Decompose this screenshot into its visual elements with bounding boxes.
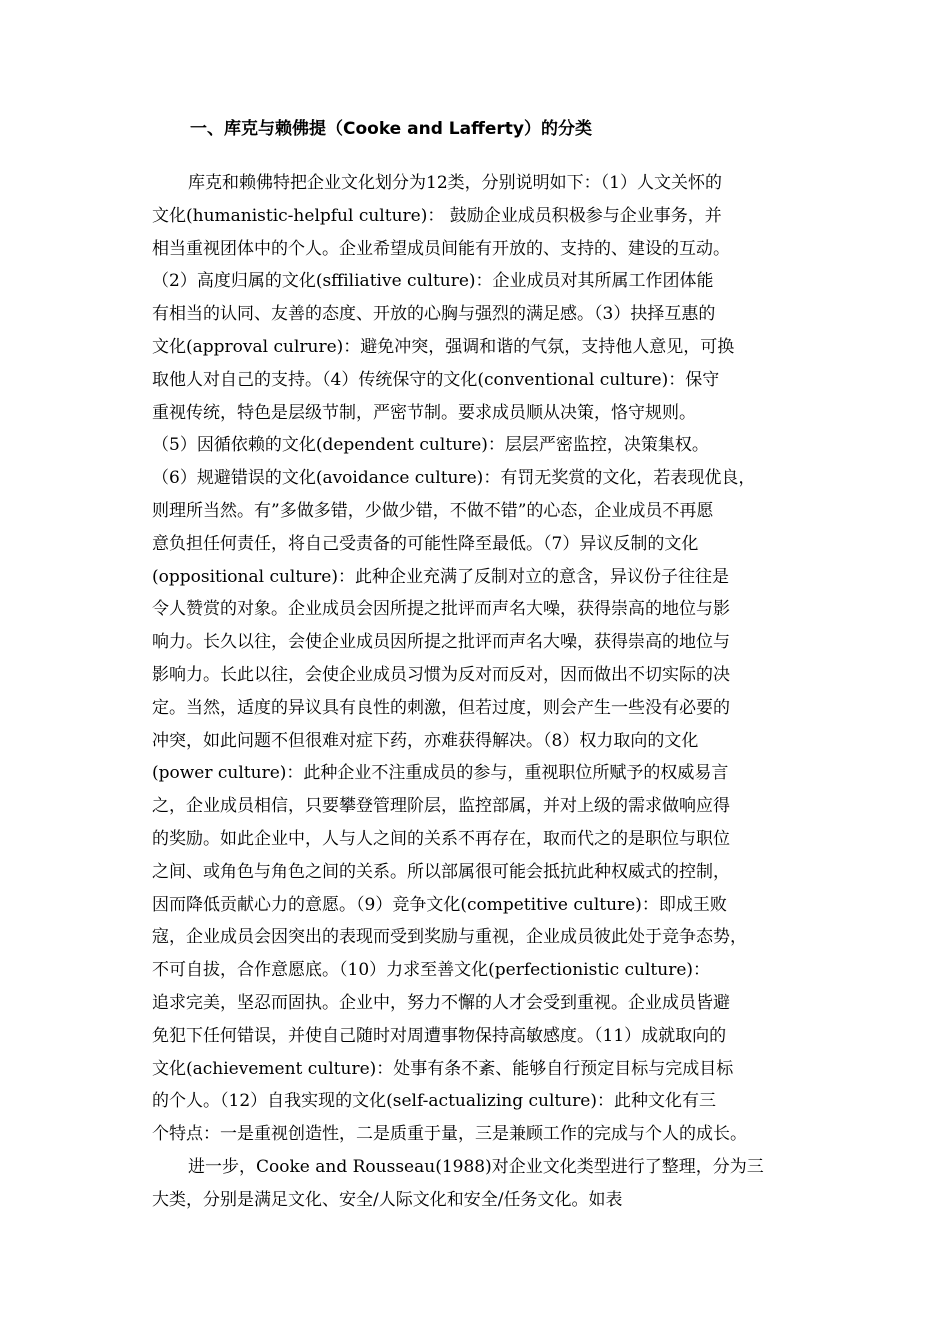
paragraph-line: 取他人对自己的支持。（4）传统保守的文化(conventional culture)：保守 — [152, 369, 720, 390]
paragraph-line: 定。当然，适度的异议具有良性的刺激，但若过度，则会产生一些没有必要的 — [152, 697, 730, 718]
paragraph-line: 追求完美，坚忍而固执。企业中，努力不懈的人才会受到重视。企业成员皆避 — [152, 992, 730, 1013]
paragraph-line: 令人赞赏的对象。企业成员会因所提之批评而声名大噪，获得崇高的地位与影 — [152, 599, 730, 620]
paragraph-line: 文化(approval culrure)：避免冲突，强调和谐的气氛，支持他人意见，可换 — [152, 336, 735, 357]
paragraph-line: 免犯下任何错误，并使自己随时对周遭事物保持高敏感度。（11）成就取向的 — [152, 1025, 727, 1046]
paragraph-line: 之间、或角色与角色之间的关系。所以部属很可能会抵抗此种权威式的控制， — [152, 861, 730, 882]
paragraph-cooke-lafferty-classification — [152, 167, 816, 1151]
paragraph-line: 进一步，Cooke and Rousseau(1988)对企业文化类型进行了整理，分为三 — [188, 1157, 764, 1177]
paragraph-line: 则理所当然。有”多做多错，少做少错，不做不错”的心态，企业成员不再愿 — [152, 500, 714, 521]
paragraph-line: (oppositional culture)：此种企业充满了反制对立的意含，异议份子往往是 — [152, 566, 729, 587]
paragraph-line: 冲突，如此问题不但很难对症下药，亦难获得解决。（8）权力取向的文化 — [152, 730, 699, 751]
paragraph-line: 文化(achievement culture)：处事有条不紊、能够自行预定目标与完成目标 — [152, 1058, 734, 1079]
paragraph-line: 个特点：一是重视创造性，二是质重于量，三是兼顾工作的完成与个人的成长。 — [152, 1124, 747, 1145]
paragraph-line: 文化(humanistic-helpful culture)： 鼓励企业成员积极参与企业事务，并 — [152, 205, 722, 226]
paragraph-line: 库克和赖佛特把企业文化划分为12类，分别说明如下：（1）人文关怀的 — [188, 173, 722, 193]
paragraph-line: 影响力。长此以往，会使企业成员习惯为反对而反对，因而做出不切实际的决 — [152, 664, 730, 685]
paragraph-line: 寇，企业成员会因突出的表现而受到奖励与重视，企业成员彼此处于竞争态势， — [152, 927, 747, 948]
paragraph-cooke-rousseau — [152, 1151, 816, 1217]
paragraph-line: 不可自拔，合作意愿底。（10）力求至善文化(perfectionistic culture)： — [152, 960, 711, 981]
paragraph-line: 相当重视团体中的个人。企业希望成员间能有开放的、支持的、建设的互动。 — [152, 238, 730, 259]
paragraph-line: 的奖励。如此企业中，人与人之间的关系不再存在，取而代之的是职位与职位 — [152, 828, 730, 849]
paragraph-line: (power culture)：此种企业不注重成员的参与，重视职位所赋予的权威易言 — [152, 763, 729, 784]
paragraph-line: （5）因循依赖的文化(dependent culture)：层层严密监控，决策集权。 — [152, 435, 709, 456]
paragraph-line: 的个人。（12）自我实现的文化(self-actualizing culture)：此种文化有三 — [152, 1091, 716, 1112]
paragraph-line: 因而降低贡献心力的意愿。（9）竞争文化(competitive culture)：即成王败 — [152, 894, 727, 915]
section-heading: 一、库克与赖佛提（Cooke and Lafferty）的分类 — [190, 119, 592, 139]
paragraph-line: （2）高度归属的文化(sffiliative culture)：企业成员对其所属工作团体能 — [152, 271, 714, 292]
paragraph-line: 大类，分别是满足文化、安全/人际文化和安全/任务文化。如表 — [152, 1189, 623, 1210]
paragraph-line: （6）规避错误的文化(avoidance culture)：有罚无奖赏的文化，若表现优良， — [152, 468, 756, 489]
paragraph-line: 响力。长久以往，会使企业成员因所提之批评而声名大噪，获得崇高的地位与 — [152, 632, 730, 653]
paragraph-line: 意负担任何责任，将自己受责备的可能性降至最低。（7）异议反制的文化 — [152, 533, 699, 554]
paragraph-line: 重视传统，特色是层级节制，严密节制。要求成员顺从决策，恪守规则。 — [152, 402, 696, 423]
paragraph-line: 之，企业成员相信，只要攀登管理阶层，监控部属，并对上级的需求做响应得 — [152, 796, 730, 817]
paragraph-line: 有相当的认同、友善的态度、开放的心胸与强烈的满足感。（3）抉择互惠的 — [152, 304, 716, 325]
